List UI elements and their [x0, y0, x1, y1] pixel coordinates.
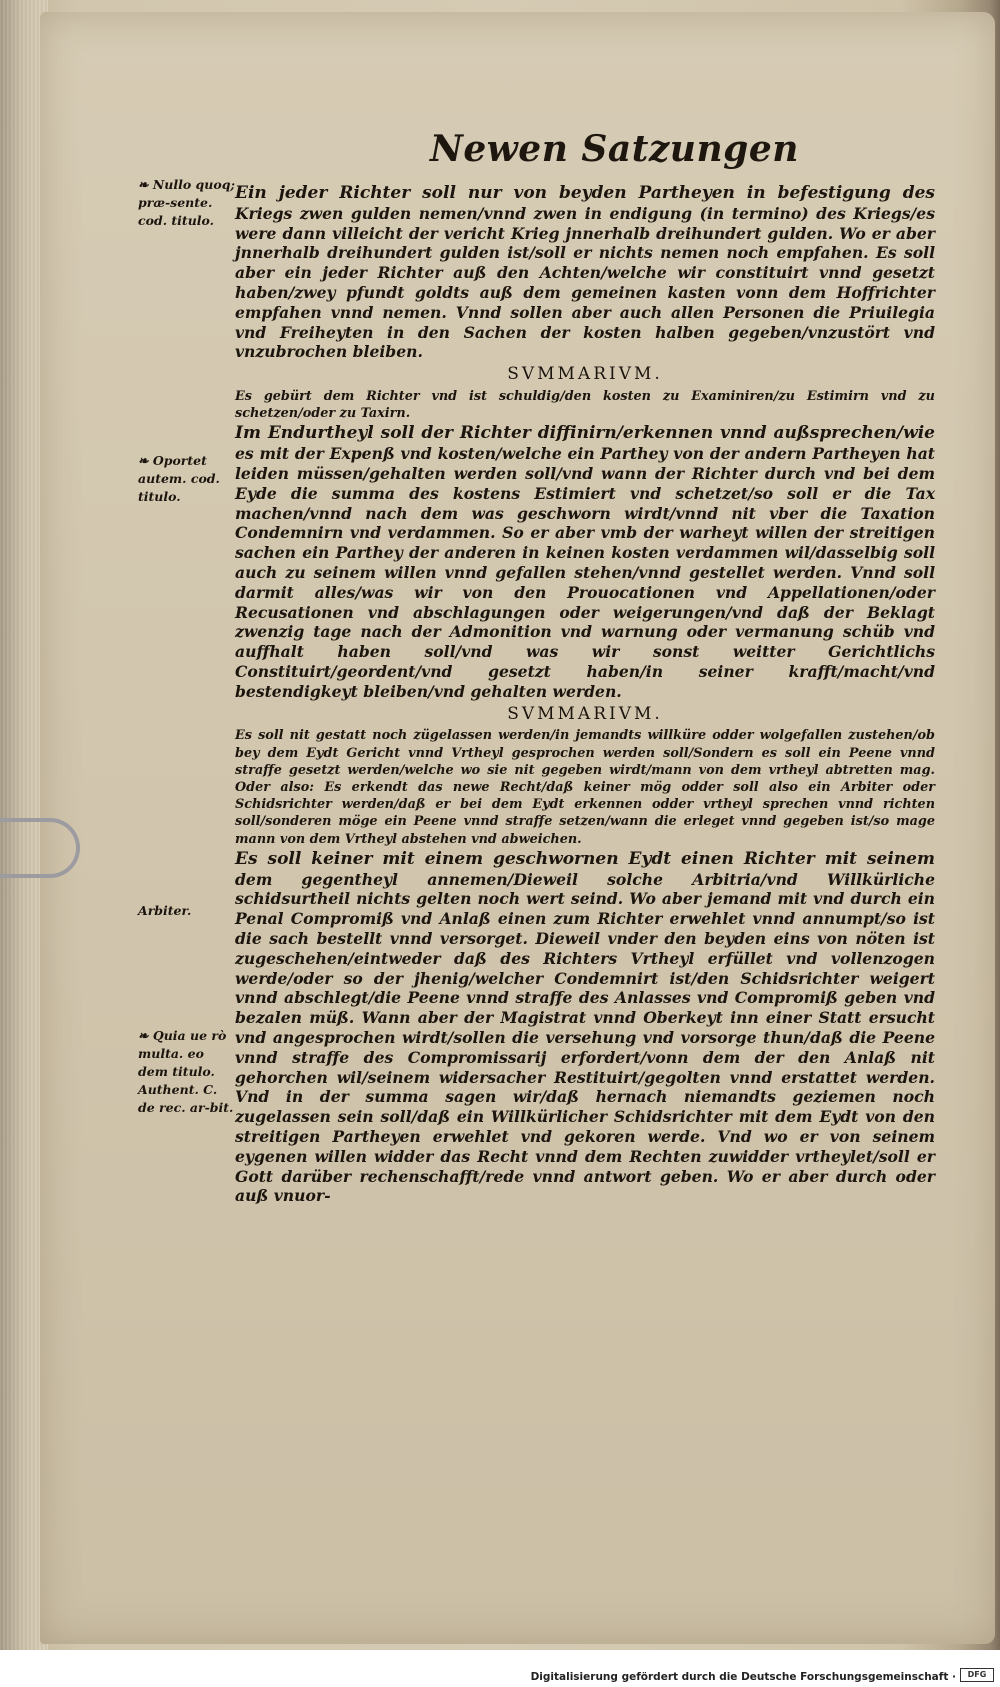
- margin-note: ❧ Quia ue rò multa. eo dem titulo. Authent. C. de rec. ar-bit.: [138, 1028, 234, 1115]
- summary-text: Es soll nit gestatt noch zügelassen werden/in jemandts willküre odder wolgefallen zustehen/ob bey dem Eydt Gericht vnnd Vrtheyl gesprochen werden soll/Sondern es soll ein Peene vnnd straffe gesetzt werden/welche wo sie nit gegeben wirdt/mann von dem vrtheyl abtretten mag. Oder also: Es erkendt das newe Recht/daß keiner mög odder soll also ein Arbiter oder Schidsrichter werden/daß er bei dem Eydt erkennen odder vrtheyl sprechen vnnd richten soll/sonderen möge ein Peene vnnd straffe setzen/wann die erleget vnnd gegeben ist/so mage mann von dem Vrtheyl abstehen vnd abweichen.: [235, 728, 935, 847]
- margin-note: ❧ Oportet autem. cod. titulo.: [138, 453, 220, 504]
- paragraph: Ein jeder Richter soll nur von beyden Partheyen in befestigung des Kriegs zwen gulden nemen/vnnd zwen in endigung (in termino) des Kriegs/es were dann villeicht der vericht Krieg jnnerhalb dreihundert gulden. Wo er aber jnnerhalb dreihundert gulden ist/soll er nichts nemen noch empfahen. Es soll aber ein jeder Richter auß den Achten/welche wir constituirt vnnd gesetzt haben/zwey pfundt goldts auß dem gemeinen kasten vonn dem Hoffrichter empfahen vnnd nemen. Vnnd sollen aber auch allen Personen die Priuilegia vnd Freiheyten in den Sachen der kosten halben gegeben/vnzustört vnd vnzubrochen bleiben.: [235, 183, 935, 362]
- margin-note: Arbiter.: [138, 903, 192, 918]
- paragraph: Im Endurtheyl soll der Richter diffinirn/erkennen vnnd außsprechen/wie es mit der Expenß vnd kosten/welche ein Parthey von der andern Partheyen hat leiden müssen/gehalten werden soll/vnd wann der Richter durch vnd bei dem Eyde die summa des kostens Estimiert vnd schetzet/so soll er die Tax machen/vnnd nach dem was geschworn wirdt/vnnd nit vber die Taxation Condemnirn vnd verdammen. So er aber vmb der warheyt willen der streitigen sachen ein Parthey der anderen in keinen kosten verdammen wil/dasselbig soll auch zu seinem willen vnnd gefallen stehen/vnnd gestellet werden. Vnnd soll darmit alles/was wir von den Prouocationen vnd Appellationen/oder Recusationen vnd abschlagungen oder weigerungen/vnd daß der Beklagt zwenzig tage nach der Admonition vnd warnung oder vermanung schüb vnd auffhalt haben soll/vnd was wir sonst weitter Gerichtlichs Constituirt/geordent/vnd gesetzt haben/in seiner krafft/macht/vnd bestendigkeyt bleiben/vnd gehalten werden.: [235, 423, 935, 701]
- paper-clip: [0, 818, 80, 878]
- dfg-logo: DFG: [960, 1668, 994, 1682]
- paragraph: Es soll keiner mit einem geschwornen Eydt einen Richter mit seinem dem gegentheyl annemen/Dieweil solche Arbitria/vnd Willkürliche schidsurtheil nichts gelten noch wert seind. Wo aber jemand mit vnd durch ein Penal Compromiß vnd Anlaß einen zum Richter erwehlet vnnd annumpt/so ist die sach bestellt vnnd versorget. Dieweil vnder den beyden eins von nöten ist zugeschehen/eintweder daß des Richters Vrtheyl erfüllet vnd vollenzogen werde/oder so der jhenig/welcher Condemnirt ist/den Schidsrichter weigert vnnd abschlegt/die Peene vnnd straffe des Anlasses vnd Compromiß geben vnd bezalen müß. Wann aber der Magistrat vnnd Oberkeyt inn einer Statt ersucht vnd angesprochen wirdt/sollen die versehung vnd vorsorge thun/daß die Peene vnnd straffe des Compromissarij erfordert/vonn dem der den Anlaß nit gehorchen wil/seinem widersacher Restituirt/gegolten vnnd erstattet werden. Vnd in der summa sagen wir/daß hernach niemandts geziemen noch zugelassen sein soll/daß ein Willkürlicher Schidsrichter mit dem Eydt von den streitigen Partheyen erwehlet vnd gekoren werde. Vnd wo er von seinem eygenen willen widder das Recht vnnd dem Rechten zuwidder vrtheylet/soll er Gott darüber rechenschafft/rede vnnd antwort geben. Wo er aber durch oder auß vnuor-: [235, 848, 935, 1206]
- main-text-column: [235, 184, 935, 1206]
- page-title: Newen Satzungen: [430, 128, 799, 170]
- summary-text: Es gebürt dem Richter vnd ist schuldig/den kosten zu Examiniren/zu Estimirn vnd zu schetzen/oder zu Taxirn.: [235, 388, 935, 422]
- summarium-heading: SVMMARIVM.: [507, 703, 663, 724]
- summarium-heading: SVMMARIVM.: [507, 364, 663, 385]
- margin-note: ❧ Nullo quoq; præ-sente. cod. titulo.: [138, 177, 236, 228]
- funding-credit: Digitalisierung gefördert durch die Deutsche Forschungsgemeinschaft ·: [530, 1671, 956, 1683]
